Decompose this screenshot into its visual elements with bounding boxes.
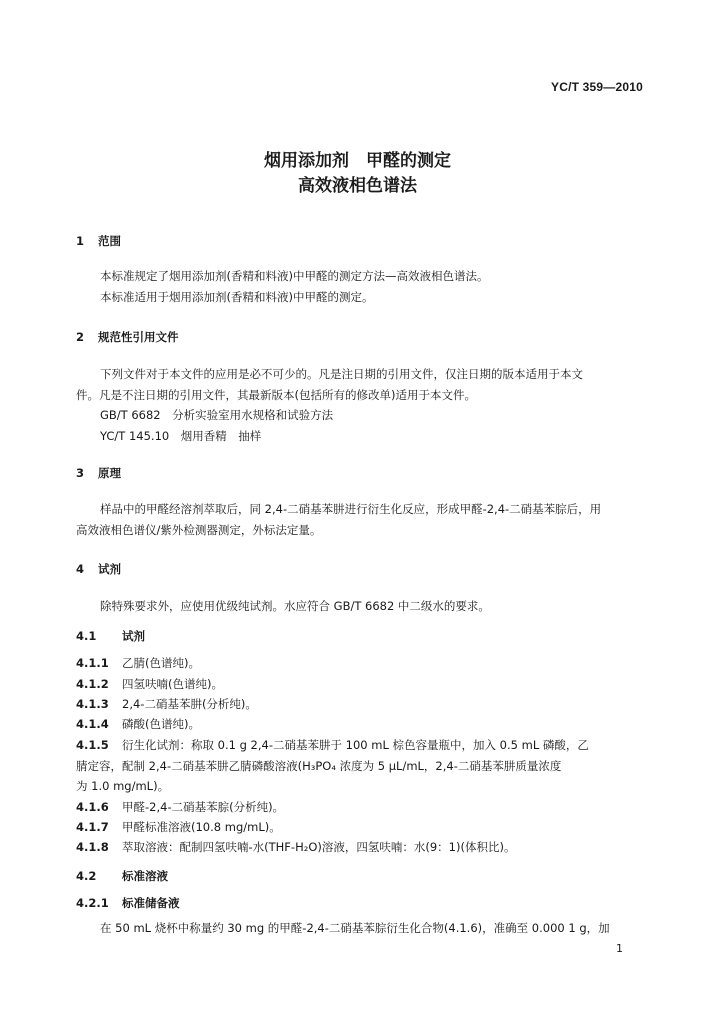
section-number: 2 bbox=[76, 330, 85, 344]
section-4-1-heading bbox=[76, 628, 145, 644]
section-number: 4.1 bbox=[76, 629, 97, 643]
page-number: 1 bbox=[616, 942, 623, 955]
section-2-para-line-1: 下列文件对于本文件的应用是必不可少的。凡是注日期的引用文件，仅注日期的版本适用于本文 bbox=[100, 367, 583, 381]
section-2-para-line-2: 件。凡是不注日期的引用文件，其最新版本(包括所有的修改单)适用于本文件。 bbox=[76, 388, 476, 402]
section-title: 规范性引用文件 bbox=[98, 330, 179, 344]
section-title: 试剂 bbox=[122, 629, 145, 643]
section-4-heading bbox=[76, 561, 121, 577]
section-1-heading bbox=[76, 233, 121, 249]
list-item: 4.1.6 甲醛-2,4-二硝基苯腙(分析纯)。 bbox=[76, 800, 285, 814]
section-4-para: 除特殊要求外，应使用优级纯试剂。水应符合 GB/T 6682 中二级水的要求。 bbox=[100, 599, 490, 613]
list-item: 4.1.1 乙腈(色谱纯)。 bbox=[76, 656, 200, 670]
section-title: 标准溶液 bbox=[122, 869, 168, 883]
section-title: 范围 bbox=[98, 234, 121, 248]
section-title: 标准储备液 bbox=[122, 896, 180, 910]
section-3-para-line-1: 样品中的甲醛经溶剂萃取后，同 2,4-二硝基苯肼进行衍生化反应，形成甲醛-2,4-二硝基苯腙后，用 bbox=[100, 502, 602, 516]
section-1-para-1: 本标准规定了烟用添加剂(香精和料液)中甲醛的测定方法—高效液相色谱法。 bbox=[100, 269, 489, 283]
list-item: 4.1.4 磷酸(色谱纯)。 bbox=[76, 717, 200, 731]
section-title: 试剂 bbox=[98, 562, 121, 576]
list-item: 4.1.7 甲醛标准溶液(10.8 mg/mL)。 bbox=[76, 820, 281, 834]
list-item: 4.1.8 萃取溶液：配制四氢呋喃-水(THF-H₂O)溶液，四氢呋喃：水(9：1)(体积比)。 bbox=[76, 840, 516, 854]
section-number: 4.2.1 bbox=[76, 896, 109, 910]
list-item: 4.1.3 2,4-二硝基苯肼(分析纯)。 bbox=[76, 697, 257, 711]
section-1-para-2: 本标准适用于烟用添加剂(香精和料液)中甲醛的测定。 bbox=[100, 290, 374, 304]
reference-gb-t-6682: GB/T 6682 分析实验室用水规格和试验方法 bbox=[100, 408, 334, 422]
section-2-heading bbox=[76, 329, 179, 345]
section-3-heading bbox=[76, 465, 121, 481]
section-3-para-line-2: 高效液相色谱仪/紫外检测器测定，外标法定量。 bbox=[76, 523, 322, 537]
section-number: 3 bbox=[76, 466, 85, 480]
document-title: 烟用添加剂 甲醛的测定 bbox=[264, 151, 451, 171]
document-subtitle: 高效液相色谱法 bbox=[298, 176, 417, 196]
list-item: 4.1.5 衍生化试剂：称取 0.1 g 2,4-二硝基苯肼于 100 mL 棕色容量瓶中，加入 0.5 mL 磷酸，乙 bbox=[76, 738, 589, 752]
section-number: 1 bbox=[76, 234, 85, 248]
section-title: 原理 bbox=[98, 466, 121, 480]
list-item: 4.1.2 四氢呋喃(色谱纯)。 bbox=[76, 677, 223, 691]
list-item-continuation: 为 1.0 mg/mL)。 bbox=[76, 779, 170, 793]
list-item-continuation: 腈定容，配制 2,4-二硝基苯肼乙腈磷酸溶液(H₃PO₄ 浓度为 5 μL/mL，2,4-二硝基苯肼质量浓度 bbox=[76, 759, 562, 773]
section-number: 4.2 bbox=[76, 869, 97, 883]
standard-code: YC/T 359—2010 bbox=[551, 80, 643, 94]
section-4-2-1-heading bbox=[76, 895, 180, 911]
section-4-2-1-para-line-1: 在 50 mL 烧杯中称量约 30 mg 的甲醛-2,4-二硝基苯腙衍生化合物(4.1.6)，准确至 0.000 1 g，加 bbox=[100, 921, 610, 935]
section-number: 4 bbox=[76, 562, 85, 576]
reference-yc-t-145-10: YC/T 145.10 烟用香精 抽样 bbox=[100, 429, 262, 443]
section-4-2-heading bbox=[76, 868, 168, 884]
